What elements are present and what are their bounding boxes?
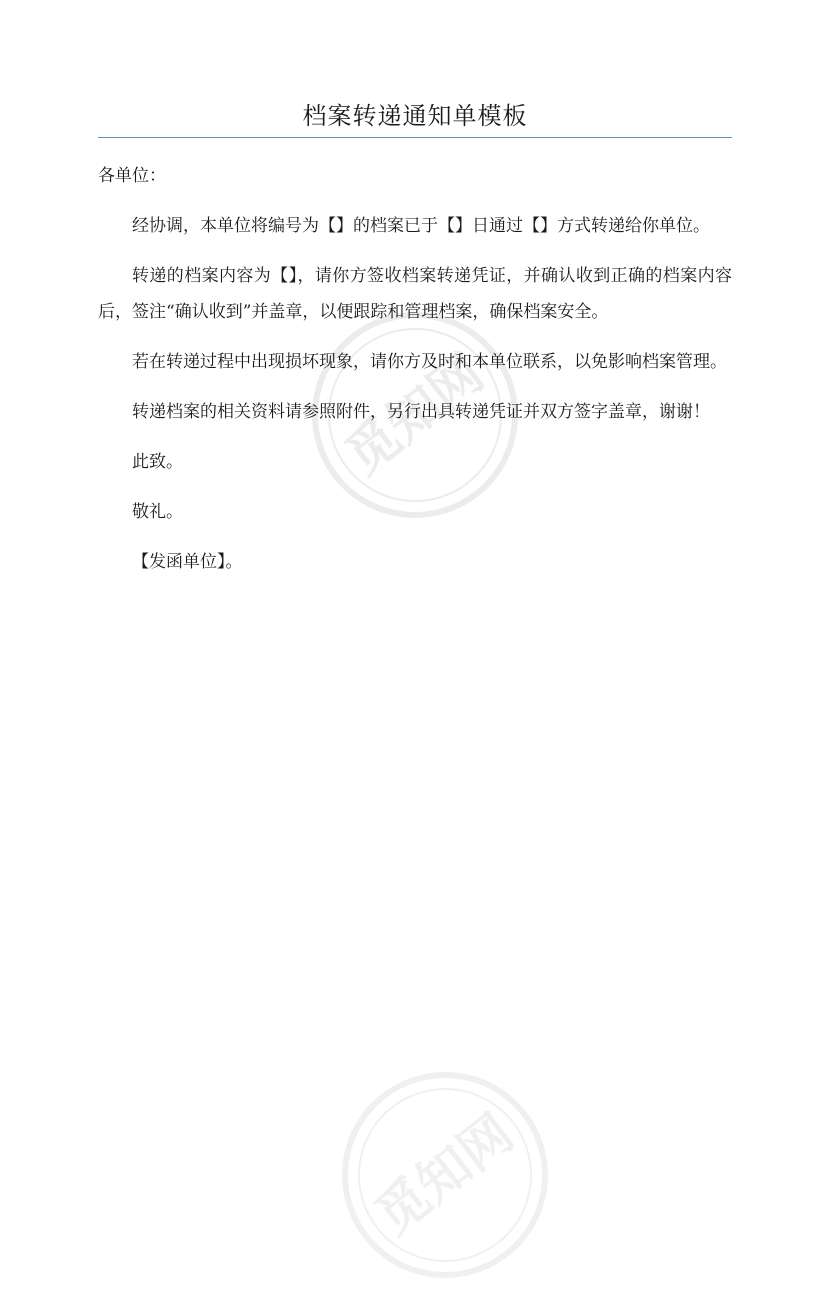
- watermark-text-bottom: 觅知网: [365, 1103, 525, 1247]
- paragraph-1: 经协调，本单位将编号为【】的档案已于【】日通过【】方式转递给你单位。: [132, 216, 710, 236]
- watermark-seal-bottom-icon: [330, 1060, 560, 1290]
- salutation: 各单位：: [98, 166, 166, 186]
- paragraph-4: 转递档案的相关资料请参照附件，另行出具转递凭证并双方签字盖章，谢谢！: [132, 402, 710, 422]
- title-underline: [98, 137, 732, 138]
- document-title: 档案转递通知单模板: [302, 102, 528, 130]
- document-body: [98, 158, 732, 594]
- paragraph-3: 若在转递过程中出现损坏现象，请你方及时和本单位联系，以免影响档案管理。: [132, 352, 727, 372]
- paragraph-2: 转递的档案内容为【】，请你方签收档案转递凭证，并确认收到正确的档案内容后，签注“确认收到”并盖章，以便跟踪和管理档案，确保档案安全。: [98, 266, 732, 322]
- closing-greeting: 此致。: [132, 452, 183, 472]
- sender-unit: 【发函单位】。: [132, 552, 243, 572]
- watermark-text: 觅知网: [335, 343, 495, 487]
- closing-salute: 敬礼。: [132, 502, 183, 522]
